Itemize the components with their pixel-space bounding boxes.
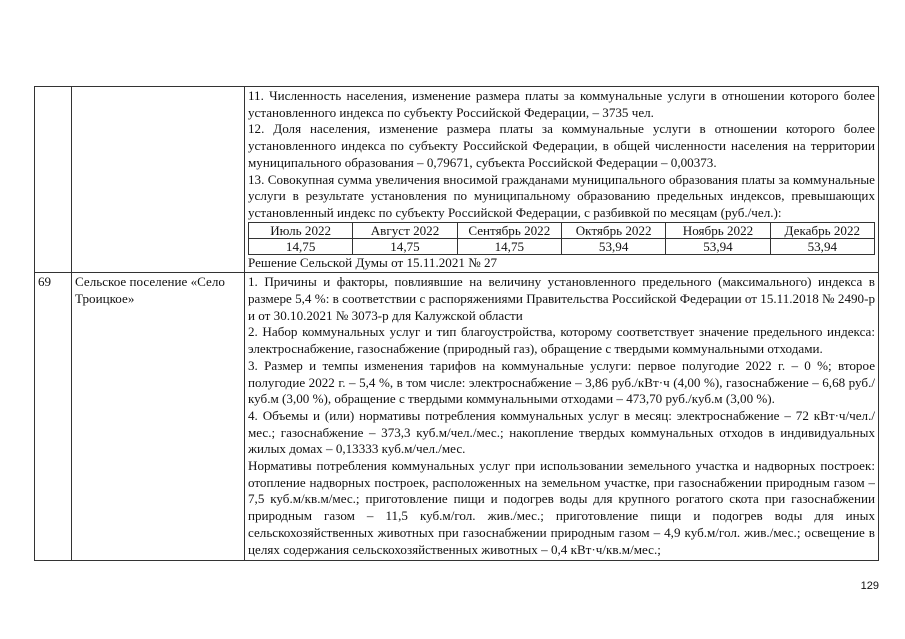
month-value: 53,94 xyxy=(770,238,874,254)
details-cell xyxy=(245,273,879,561)
paragraph: 2. Набор коммунальных услуг и тип благоустройства, которому соответствует значение предельного индекса: электроснабжение, газоснабжение (природный газ), обращение с твердыми коммунальными отходами. xyxy=(248,324,875,357)
month-value: 14,75 xyxy=(249,238,353,254)
month-header: Август 2022 xyxy=(353,222,457,238)
table-row xyxy=(35,273,879,561)
paragraph: 13. Совокупная сумма увеличения вносимой гражданами муниципального образования платы за коммунальные услуги в результате установления по муниципальному образованию предельных индексов, превышающих установленный индекс по субъекту Российской Федерации, с разбивкой по месяцам (руб./чел.): xyxy=(248,171,875,220)
month-value: 53,94 xyxy=(666,238,770,254)
tariff-table xyxy=(34,86,879,561)
month-header: Ноябрь 2022 xyxy=(666,222,770,238)
row-number-cell xyxy=(35,87,72,273)
month-header: Декабрь 2022 xyxy=(770,222,874,238)
paragraph: 4. Объемы и (или) нормативы потребления коммунальных услуг в месяц: электроснабжение – 72 кВт·ч/чел./мес.; газоснабжение – 373,3 куб.м/чел./мес.; накопление твердых коммунальных отходов в индивидуальных жилых домах – 0,13333 куб.м/чел./мес. xyxy=(248,407,875,457)
details-cell xyxy=(245,87,879,273)
months-header-row xyxy=(249,222,875,238)
row-number-cell: 69 xyxy=(35,273,72,561)
month-header: Сентябрь 2022 xyxy=(457,222,561,238)
paragraph: 3. Размер и темпы изменения тарифов на коммунальные услуги: первое полугодие 2022 г. – 0 %; второе полугодие 2022 г. – 5,4 %, в том числе: электроснабжение – 3,86 руб./кВт·ч (4,00 %), газоснабжение – 6,68 руб./куб.м (3,00 %), обращение с твердыми коммунальными отходами – 473,70 руб./куб.м (3,00 %). xyxy=(248,357,875,407)
table-row xyxy=(35,87,879,273)
month-value: 14,75 xyxy=(457,238,561,254)
month-value: 53,94 xyxy=(561,238,665,254)
paragraph: 1. Причины и факторы, повлиявшие на величину установленного предельного (максимального) индекса в размере 5,4 %: в соответствии с распоряжениями Правительства Российской Федерации от 15.11.2018 № 2490-р и от 30.10.2021 № 3073-р для Калужской области xyxy=(248,274,875,323)
municipality-cell: Сельское поселение «Село Троицкое» xyxy=(72,273,245,561)
months-values-row xyxy=(249,238,875,254)
month-header: Октябрь 2022 xyxy=(561,222,665,238)
paragraph: 11. Численность населения, изменение размера платы за коммунальные услуги в отношении которого более установленного индекса по субъекту Российской Федерации, – 3735 чел. xyxy=(248,88,875,120)
details-text xyxy=(248,274,875,559)
paragraph: 12. Доля населения, изменение размера платы за коммунальные услуги в отношении которого более установленного индекса по субъекту Российской Федерации, в общей численности населения на территории муниципального образования – 0,79671, субъекта Российской Федерации – 0,00373. xyxy=(248,121,875,170)
month-value: 14,75 xyxy=(353,238,457,254)
page-number: 129 xyxy=(860,580,879,592)
municipality-cell xyxy=(72,87,245,273)
paragraph: Нормативы потребления коммунальных услуг при использовании земельного участка и надворных построек: отопление надворных построек, расположенных на земельном участке, при газоснабжении природным газом – 7,5 куб.м/кв.м/мес.; приготовление пищи и подогрев воды для крупного рогатого скота при газоснабжении природным газом – 11,5 куб.м/гол. жив./мес.; приготовление пищи и подогрев воды для иных сельскохозяйственных животных при газоснабжении природным газом – 4,9 куб.м/гол. жив./мес.; освещение в целях содержания сельскохозяйственных животных – 0,4 кВт·ч/кв.м/мес.; xyxy=(248,458,875,557)
decision-reference: Решение Сельской Думы от 15.11.2021 № 27 xyxy=(248,254,498,270)
month-header: Июль 2022 xyxy=(249,222,353,238)
monthly-sum-table xyxy=(248,222,875,255)
